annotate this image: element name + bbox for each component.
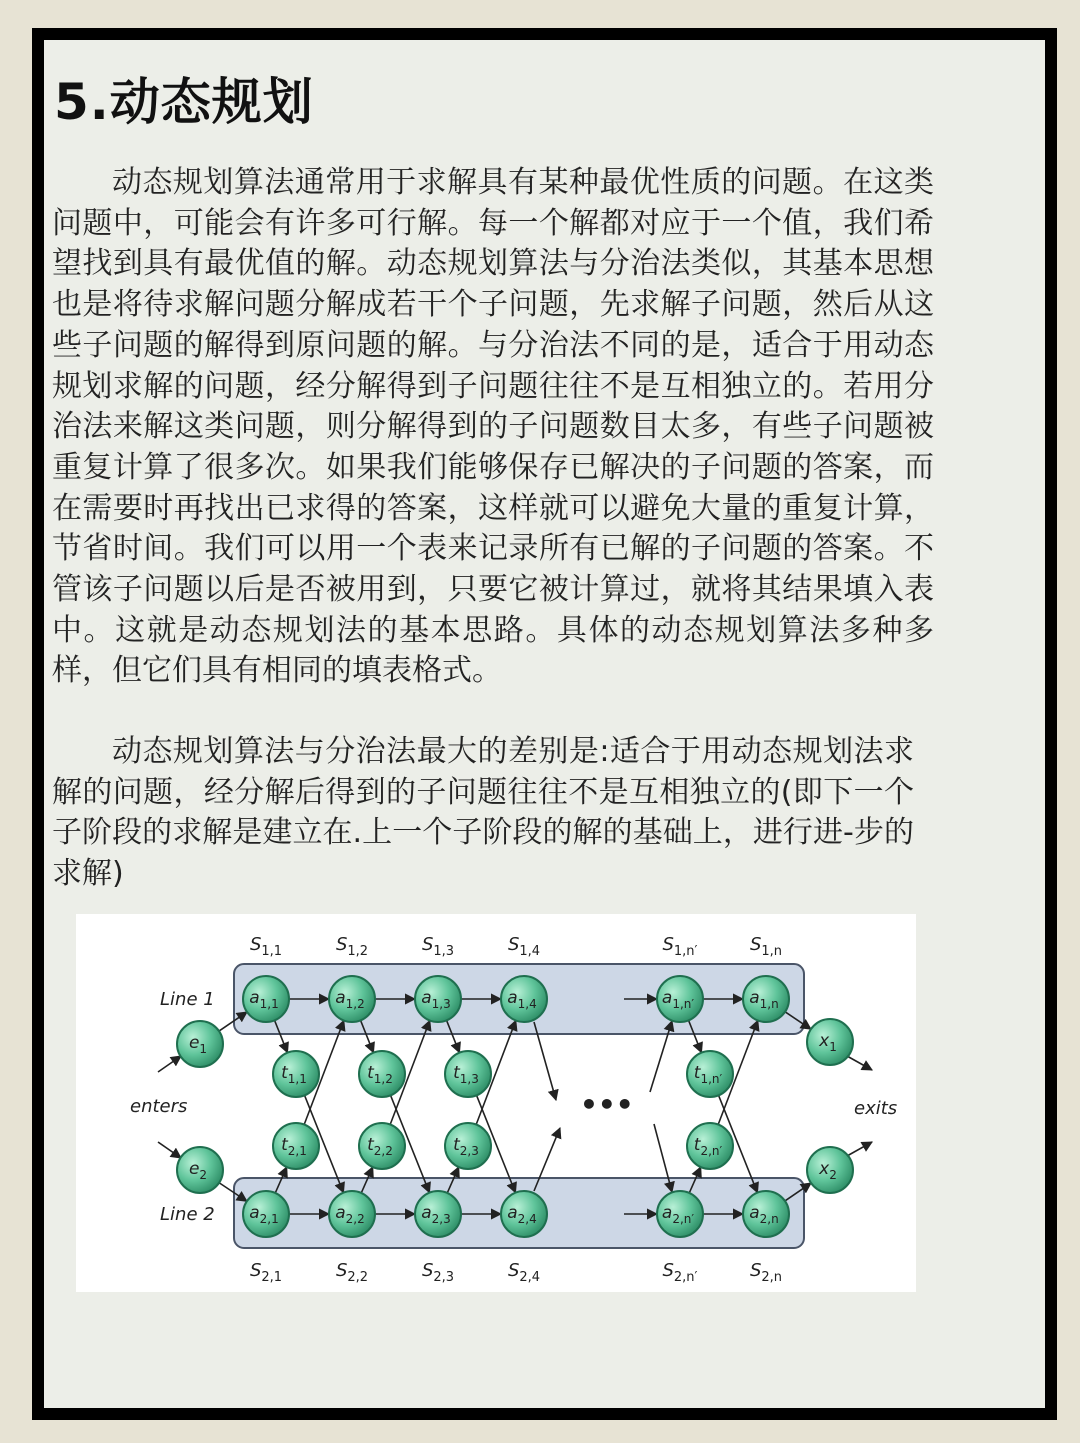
station-label-bottom: $S_{2,n}$	[749, 1260, 783, 1285]
line1-label: Line 1	[160, 989, 215, 1010]
line2-node	[743, 1191, 789, 1237]
station-label-top: $S_{1,1}$	[249, 934, 283, 959]
transfer-node-1	[687, 1051, 733, 1097]
enter-arrow	[158, 1142, 181, 1158]
line1-node-text: $a_{1,2}$	[335, 988, 365, 1011]
station-label-top: $S_{1,n'}$	[662, 934, 698, 959]
line2-node	[415, 1191, 461, 1237]
station-label-top: $S_{1,n}$	[749, 934, 783, 959]
transfer-node-1-text: $t_{1,3}$	[453, 1063, 479, 1086]
body-paragraph-1: 动态规划算法通常用于求解具有某种最优性质的问题。在这类问题中，可能会有许多可行解。每一个解都对应于一个值，我们希望找到具有最优值的解。动态规划算法与分治法类似，其基本思想也是将待求解问题分解成若干个子问题，先求解子问题，然后从这些子问题的解得到原问题的解。与分治法不同的是，适合于用动态规划求解的问题，经分解得到子问题往往不是互相独立的。若用分治法来解这类问题，则分解得到的子问题数目太多，有些子问题被重复计算了很多次。如果我们能够保存已解决的子问题的答案，而在需要时再找出已求得的答案，这样就可以避免大量的重复计算，节省时间。我们可以用一个表来记录所有已解的子问题的答案。不管该子问题以后是否被用到，只要它被计算过，就将其结果填入表中。这就是动态规划法的基本思路。具体的动态规划算法多种多样，但它们具有相同的填表格式。	[52, 165, 934, 689]
station-label-bottom: $S_{2,1}$	[249, 1260, 283, 1285]
line1-node-text: $a_{1,n}$	[749, 988, 779, 1011]
enter-arrow	[158, 1056, 181, 1072]
station-label-bottom: $S_{2,n'}$	[662, 1260, 698, 1285]
line1-node	[743, 976, 789, 1022]
entry-node	[177, 1147, 223, 1193]
transfer-node-2-text: $t_{2,2}$	[367, 1135, 393, 1158]
line1-node	[501, 976, 547, 1022]
line1-node	[243, 976, 289, 1022]
line1-node-text: $a_{1,1}$	[249, 988, 279, 1011]
transfer-node-2-text: $t_{2,1}$	[281, 1135, 307, 1158]
entry-node	[177, 1021, 223, 1067]
line1-node-text: $a_{1,3}$	[421, 988, 451, 1011]
exit-arrow	[847, 1056, 872, 1070]
line2-node-text: $a_{2,2}$	[335, 1203, 365, 1226]
line2-label: Line 2	[160, 1204, 215, 1225]
transfer-node-1-text: $t_{1,n'}$	[693, 1063, 723, 1086]
entry-node-text: $e_1$	[188, 1033, 208, 1056]
line1-node	[657, 976, 703, 1022]
transfer-node-1	[445, 1051, 491, 1097]
transfer-node-2	[445, 1123, 491, 1169]
line2-node-text: $a_{2,4}$	[507, 1203, 537, 1226]
line1-node	[329, 976, 375, 1022]
transfer-node-2-text: $t_{2,3}$	[453, 1135, 479, 1158]
exit-node-text: $x_2$	[819, 1159, 837, 1182]
exit-node-text: $x_1$	[819, 1031, 837, 1054]
body-paragraph-2: 动态规划算法与分治法最大的差别是:适合于用动态规划法求解的问题，经分解后得到的子问题往往不是互相独立的(即下一个子阶段的求解是建立在.上一个子阶段的解的基础上，进行进-步的求解)	[52, 734, 914, 892]
station-label-top: $S_{1,3}$	[421, 934, 455, 959]
exit-node	[807, 1147, 853, 1193]
station-label-top: $S_{1,4}$	[507, 934, 541, 959]
transfer-node-1	[273, 1051, 319, 1097]
transfer-node-2	[359, 1123, 405, 1169]
line1-node-text: $a_{1,4}$	[507, 988, 537, 1011]
station-label-bottom: $S_{2,4}$	[507, 1260, 541, 1285]
line2-node-text: $a_{2,1}$	[249, 1203, 279, 1226]
page-title: 5.动态规划	[54, 73, 314, 131]
enters-label: enters	[130, 1096, 188, 1117]
line1-node-text: $a_{1,n'}$	[661, 988, 695, 1011]
assembly-line-diagram	[76, 914, 916, 1292]
transfer-node-1-text: $t_{1,1}$	[281, 1063, 307, 1086]
transfer-node-2-text: $t_{2,n'}$	[693, 1135, 723, 1158]
transfer-node-1-text: $t_{1,2}$	[367, 1063, 393, 1086]
line1-node	[415, 976, 461, 1022]
entry-node-text: $e_2$	[188, 1159, 208, 1182]
station-label-bottom: $S_{2,3}$	[421, 1260, 455, 1285]
ellipsis-label: •••	[580, 1088, 634, 1121]
line2-node	[501, 1191, 547, 1237]
exit-arrow	[847, 1142, 872, 1156]
line2-node	[243, 1191, 289, 1237]
line2-node-text: $a_{2,3}$	[421, 1203, 451, 1226]
station-label-bottom: $S_{2,2}$	[335, 1260, 369, 1285]
exit-node	[807, 1019, 853, 1065]
exits-label: exits	[854, 1098, 898, 1119]
transfer-node-1	[359, 1051, 405, 1097]
line2-node-text: $a_{2,n}$	[749, 1203, 779, 1226]
transfer-node-2	[273, 1123, 319, 1169]
line2-node	[657, 1191, 703, 1237]
line2-node-text: $a_{2,n'}$	[661, 1203, 695, 1226]
station-label-top: $S_{1,2}$	[335, 934, 369, 959]
line2-node	[329, 1191, 375, 1237]
transfer-node-2	[687, 1123, 733, 1169]
